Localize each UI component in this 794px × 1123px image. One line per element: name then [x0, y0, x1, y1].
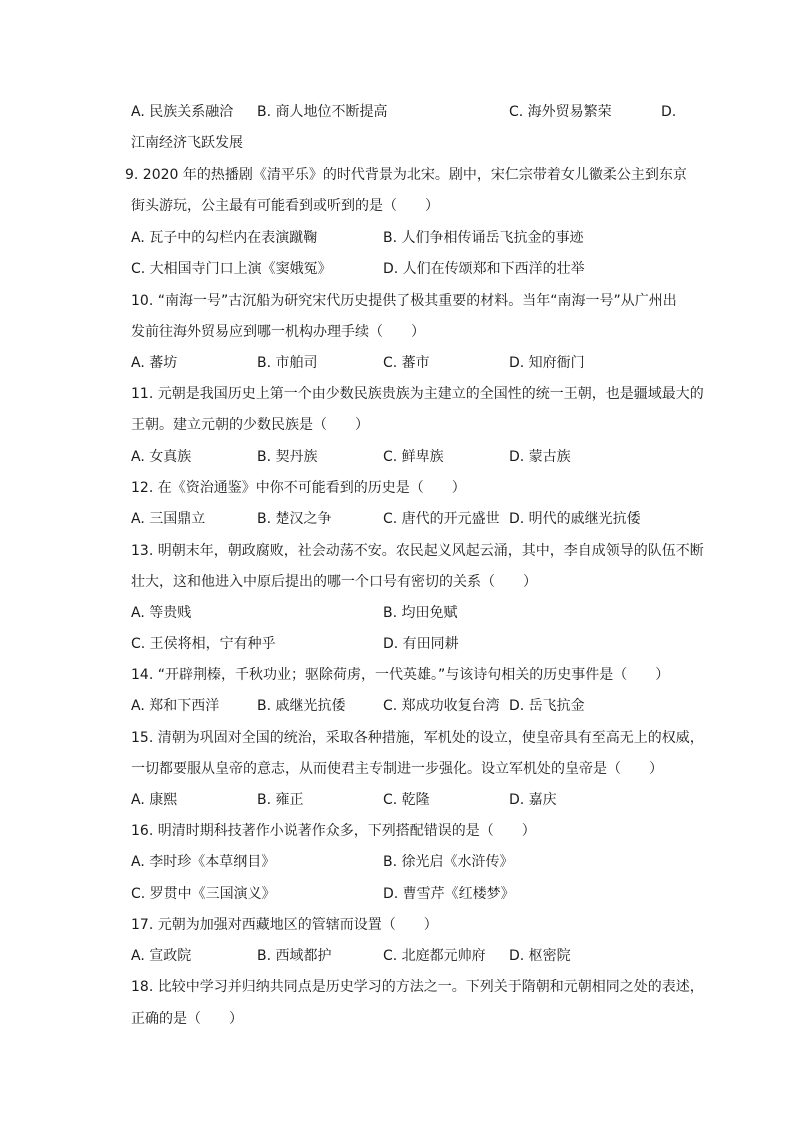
q14-stem-line1: 14. “开辟荆榛，千秋功业；驱除荷虏，一代英雄。”与该诗句相关的历史事件是（ ）: [131, 667, 670, 683]
q17-option-d: D. 枢密院: [509, 948, 571, 964]
q15-stem-line1: 15. 清朝为巩固对全国的统治，采取各种措施，军机处的设立，使皇帝具有至高无上的权威，: [131, 730, 704, 746]
q12-option-b: B. 楚汉之争: [257, 511, 332, 527]
q16-stem-line1: 16. 明清时期科技著作小说著作众多，下列搭配错误的是（ ）: [131, 823, 536, 839]
q11-stem-line1: 11. 元朝是我国历史上第一个由少数民族贵族为主建立的全国性的统一王朝，也是疆域最大的: [131, 386, 704, 402]
q16-option-c: C. 罗贯中《三国演义》: [131, 886, 276, 902]
q8-option-c: C. 海外贸易繁荣: [509, 104, 612, 120]
q8-option-d: D.: [661, 104, 677, 120]
q13-option-a: A. 等贵贱: [131, 605, 192, 621]
q9-option-c: C. 大相国寺门口上演《窦娥冤》: [131, 261, 332, 277]
q9-option-b: B. 人们争相传诵岳飞抗金的事迹: [383, 230, 584, 246]
q16-option-b: B. 徐光启《水浒传》: [383, 854, 514, 870]
q8-option-a: A. 民族关系融洽: [131, 104, 234, 120]
q17-stem-line1: 17. 元朝为加强对西藏地区的管辖而设置（ ）: [131, 917, 438, 933]
q13-option-c: C. 王侯将相，宁有种乎: [131, 636, 276, 652]
q15-stem-line2: 一切都要服从皇帝的意志，从而使君主专制进一步强化。设立军机处的皇帝是（ ）: [131, 761, 663, 777]
q11-option-c: C. 鲜卑族: [383, 449, 444, 465]
q9-stem-line1: 9. 2020 年的热播剧《清平乐》的时代背景为北宋。剧中，宋仁宗带着女儿徽柔公主到东京: [125, 167, 687, 183]
q12-option-a: A. 三国鼎立: [131, 511, 206, 527]
q12-option-c: C. 唐代的开元盛世: [383, 511, 500, 527]
q13-option-d: D. 有田同耕: [383, 636, 459, 652]
q15-option-b: B. 雍正: [257, 792, 304, 808]
q17-option-b: B. 西域都护: [257, 948, 332, 964]
q12-option-d: D. 明代的戚继光抗倭: [509, 511, 641, 527]
q13-stem-line1: 13. 明朝末年，朝政腐败，社会动荡不安。农民起义风起云涌，其中，李自成领导的队伍不断: [131, 543, 704, 559]
q13-stem-line2: 壮大，这和他进入中原后提出的哪一个口号有密切的关系（ ）: [131, 574, 537, 590]
q17-option-c: C. 北庭都元帅府: [383, 948, 486, 964]
q12-stem-line1: 12. 在《资治通鉴》中你不可能看到的历史是（ ）: [131, 480, 466, 496]
q15-option-d: D. 嘉庆: [509, 792, 557, 808]
q14-option-d: D. 岳飞抗金: [509, 698, 585, 714]
q11-option-b: B. 契丹族: [257, 449, 318, 465]
q10-option-d: D. 知府衙门: [509, 355, 585, 371]
q10-stem-line2: 发前往海外贸易应到哪一机构办理手续（ ）: [131, 324, 425, 340]
q18-stem-line2: 正确的是（ ）: [131, 1011, 243, 1027]
q9-option-a: A. 瓦子中的勾栏内在表演蹴鞠: [131, 230, 318, 246]
q14-option-c: C. 郑成功收复台湾: [383, 698, 500, 714]
q11-option-a: A. 女真族: [131, 449, 192, 465]
q9-stem-line2: 街头游玩，公主最有可能看到或听到的是（ ）: [131, 198, 439, 214]
q11-stem-line2: 王朝。建立元朝的少数民族是（ ）: [131, 417, 369, 433]
q10-option-c: C. 蕃市: [383, 355, 430, 371]
q9-option-d: D. 人们在传颂郑和下西洋的壮举: [383, 261, 585, 277]
q18-stem-line1: 18. 比较中学习并归纳共同点是历史学习的方法之一。下列关于隋朝和元朝相同之处的表述，: [131, 979, 704, 995]
q8-option-d-text: 江南经济飞跃发展: [131, 135, 243, 151]
q15-option-a: A. 康熙: [131, 792, 178, 808]
q10-option-a: A. 蕃坊: [131, 355, 178, 371]
q11-option-d: D. 蒙古族: [509, 449, 571, 465]
q16-option-a: A. 李时珍《本草纲目》: [131, 854, 276, 870]
q14-option-b: B. 戚继光抗倭: [257, 698, 346, 714]
q15-option-c: C. 乾隆: [383, 792, 430, 808]
q10-option-b: B. 市舶司: [257, 355, 318, 371]
q16-option-d: D. 曹雪芹《红楼梦》: [383, 886, 515, 902]
q17-option-a: A. 宣政院: [131, 948, 192, 964]
q14-option-a: A. 郑和下西洋: [131, 698, 220, 714]
q13-option-b: B. 均田免赋: [383, 605, 458, 621]
q8-option-b: B. 商人地位不断提高: [257, 104, 388, 120]
q10-stem-line1: 10. “南海一号”古沉船为研究宋代历史提供了极其重要的材料。当年“南海一号”从广州出: [131, 293, 677, 309]
